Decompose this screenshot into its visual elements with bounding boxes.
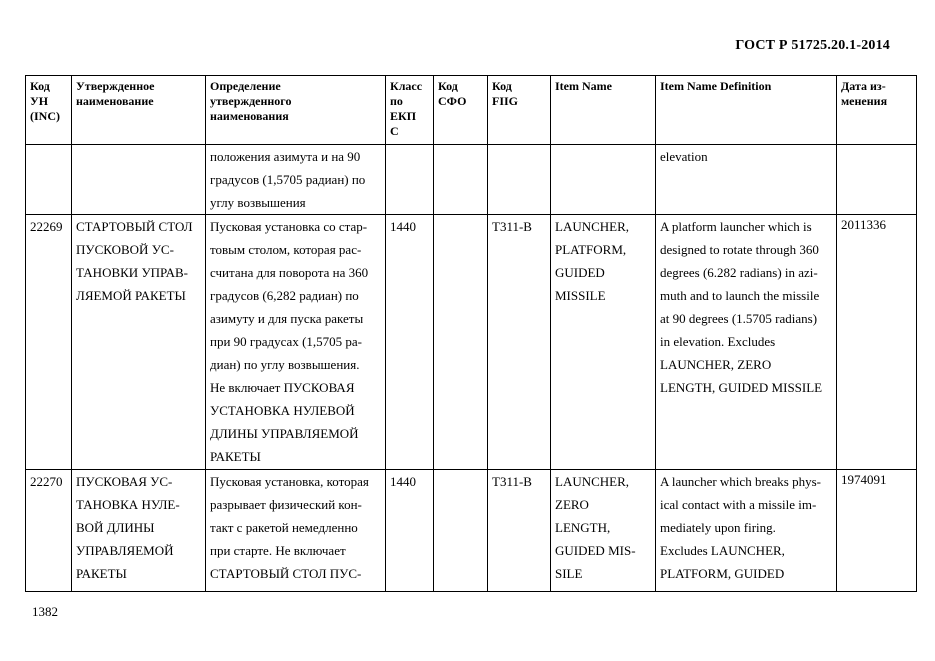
header-definition xyxy=(206,76,386,145)
header-line: (INC) xyxy=(30,109,60,123)
header-sfo xyxy=(434,76,488,145)
cell-line: РАКЕТЫ xyxy=(76,566,127,581)
cell-line: товым столом, которая рас- xyxy=(210,242,362,257)
cell-inc xyxy=(26,145,72,215)
cell-line: ПУСКОВОЙ УС- xyxy=(76,242,174,257)
cell-line: СТАРТОВЫЙ СТОЛ ПУС- xyxy=(210,566,362,581)
catalog-table xyxy=(25,75,917,592)
header-line: утвержденного xyxy=(210,94,292,108)
cell-name-ru xyxy=(72,215,206,470)
cell-line: СТАРТОВЫЙ СТОЛ xyxy=(76,219,193,234)
header-line: менения xyxy=(841,94,888,108)
cell-definition-ru xyxy=(206,470,386,592)
cell-line: при 90 градусах (1,5705 ра- xyxy=(210,334,363,349)
cell-line: A platform launcher which is xyxy=(660,219,812,234)
cell-line: градусов (1,5705 радиан) по xyxy=(210,172,366,187)
cell-name-ru xyxy=(72,145,206,215)
header-class xyxy=(386,76,434,145)
cell-item-name xyxy=(551,470,656,592)
document-code: ГОСТ Р 51725.20.1-2014 xyxy=(735,38,890,53)
cell-line: ТАНОВКА НУЛЕ- xyxy=(76,497,180,512)
header-line: Код xyxy=(492,79,512,93)
cell-sfo xyxy=(434,145,488,215)
cell-item-name xyxy=(551,145,656,215)
cell-definition-en xyxy=(656,470,837,592)
cell-line: mediately upon firing. xyxy=(660,520,776,535)
cell-item-name xyxy=(551,215,656,470)
cell-line: диан) по углу возвышения. xyxy=(210,357,360,372)
cell-line: at 90 degrees (1.5705 radians) xyxy=(660,311,818,326)
cell-line: LAUNCHER, xyxy=(555,219,630,234)
table-header-row xyxy=(26,76,917,145)
cell-line: LENGTH, GUIDED MISSILE xyxy=(660,380,823,395)
catalog-table-container xyxy=(25,75,916,592)
cell-line: считана для поворота на 360 xyxy=(210,265,369,280)
cell-inc: 22269 xyxy=(26,215,72,470)
cell-line: ТАНОВКИ УПРАВ- xyxy=(76,265,188,280)
header-line: Дата из- xyxy=(841,79,886,93)
header-line: Item Name xyxy=(555,79,612,93)
cell-class: 1440 xyxy=(386,215,434,470)
header-inc xyxy=(26,76,72,145)
cell-class: 1440 xyxy=(386,470,434,592)
header-line: Item Name Definition xyxy=(660,79,772,93)
header-line: Утвержденное xyxy=(76,79,155,93)
cell-line: degrees (6.282 radians) in azi- xyxy=(660,265,818,280)
header-line: наименование xyxy=(76,94,154,108)
cell-line: азимуту и для пуска ракеты xyxy=(210,311,364,326)
cell-line: ЛЯЕМОЙ РАКЕТЫ xyxy=(76,288,186,303)
cell-definition-en xyxy=(656,215,837,470)
header-fiig xyxy=(488,76,551,145)
header-line: ЕКП xyxy=(390,109,417,123)
header-line: FIIG xyxy=(492,94,519,108)
header-item-name-definition xyxy=(656,76,837,145)
cell-line: LAUNCHER, ZERO xyxy=(660,357,772,372)
cell-line: muth and to launch the missile xyxy=(660,288,820,303)
cell-line: Пусковая установка со стар- xyxy=(210,219,368,234)
cell-date: 1974091 xyxy=(837,470,917,592)
cell-line: PLATFORM, xyxy=(555,242,627,257)
cell-line: elevation xyxy=(660,149,708,164)
header-line: Код xyxy=(30,79,50,93)
cell-line: PLATFORM, GUIDED xyxy=(660,566,785,581)
header-line: Определение xyxy=(210,79,281,93)
cell-definition-en xyxy=(656,145,837,215)
cell-line: ПУСКОВАЯ УС- xyxy=(76,474,173,489)
cell-line: ДЛИНЫ УПРАВЛЯЕМОЙ xyxy=(210,426,359,441)
cell-line: in elevation. Excludes xyxy=(660,334,776,349)
cell-name-ru xyxy=(72,470,206,592)
table-row xyxy=(26,470,917,592)
header-line: С xyxy=(390,124,399,138)
cell-line: ВОЙ ДЛИНЫ xyxy=(76,520,155,535)
cell-line: углу возвышения xyxy=(210,195,306,210)
header-item-name xyxy=(551,76,656,145)
header-line: наименования xyxy=(210,109,289,123)
header-line: Код xyxy=(438,79,458,93)
cell-line: LENGTH, xyxy=(555,520,611,535)
cell-line: РАКЕТЫ xyxy=(210,449,261,464)
cell-line: УСТАНОВКА НУЛЕВОЙ xyxy=(210,403,355,418)
page-number: 1382 xyxy=(32,604,58,619)
cell-line: УПРАВЛЯЕМОЙ xyxy=(76,543,174,558)
cell-line: Excludes LAUNCHER, xyxy=(660,543,785,558)
cell-fiig xyxy=(488,145,551,215)
table-row-continuation xyxy=(26,145,917,215)
cell-line: такт с ракетой немедленно xyxy=(210,520,358,535)
cell-date: 2011336 xyxy=(837,215,917,470)
cell-line: SILE xyxy=(555,566,583,581)
cell-line: разрывает физический кон- xyxy=(210,497,362,512)
cell-line: MISSILE xyxy=(555,288,606,303)
cell-line: градусов (6,282 радиан) по xyxy=(210,288,359,303)
header-line: по xyxy=(390,94,403,108)
cell-definition-ru xyxy=(206,145,386,215)
cell-definition-ru xyxy=(206,215,386,470)
cell-line: ZERO xyxy=(555,497,589,512)
cell-line: designed to rotate through 360 xyxy=(660,242,819,257)
cell-line: положения азимута и на 90 xyxy=(210,149,361,164)
table-row xyxy=(26,215,917,470)
cell-fiig: T311-B xyxy=(488,215,551,470)
header-line: Класс xyxy=(390,79,423,93)
cell-class xyxy=(386,145,434,215)
cell-sfo xyxy=(434,470,488,592)
cell-line: Пусковая установка, которая xyxy=(210,474,369,489)
cell-line: GUIDED xyxy=(555,265,605,280)
cell-line: GUIDED MIS- xyxy=(555,543,636,558)
cell-line: A launcher which breaks phys- xyxy=(660,474,822,489)
cell-sfo xyxy=(434,215,488,470)
header-approved-name xyxy=(72,76,206,145)
cell-date xyxy=(837,145,917,215)
cell-line: Не включает ПУСКОВАЯ xyxy=(210,380,355,395)
cell-line: LAUNCHER, xyxy=(555,474,630,489)
cell-fiig: T311-B xyxy=(488,470,551,592)
cell-line: ical contact with a missile im- xyxy=(660,497,817,512)
header-line: УН xyxy=(30,94,49,108)
cell-inc: 22270 xyxy=(26,470,72,592)
header-change-date xyxy=(837,76,917,145)
header-line: СФО xyxy=(438,94,467,108)
cell-line: при старте. Не включает xyxy=(210,543,346,558)
